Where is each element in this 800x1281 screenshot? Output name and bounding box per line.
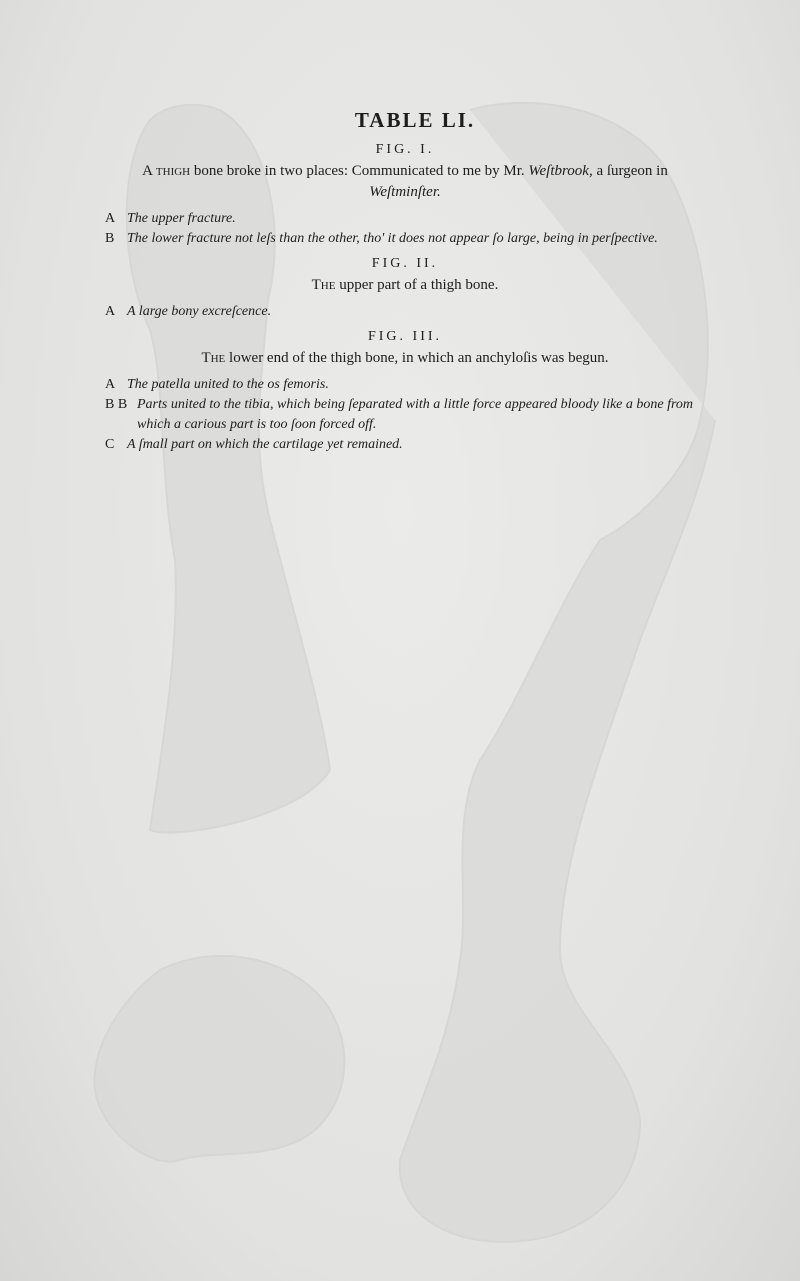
figure-2-intro-text: upper part of a thigh bone.: [335, 277, 499, 293]
figure-1-item-b: [105, 229, 705, 249]
figure-3-section: [105, 326, 705, 455]
figure-1-intro: [105, 161, 705, 203]
figure-3-item-a: [105, 375, 705, 395]
item-text: Parts united to the tibia, which being ſeparated with a little force appeared bloody like a bone from which a carious part is too ſoon forced off.: [137, 397, 694, 432]
item-key: A: [105, 377, 116, 392]
figure-2-heading: FIG. II.: [371, 256, 439, 271]
figure-1-intro-after: a ſurgeon in: [592, 163, 668, 179]
item-key: A: [105, 211, 116, 226]
figure-2-intro: [105, 275, 705, 296]
item-text: The upper fracture.: [127, 211, 236, 226]
item-key: A: [105, 304, 116, 319]
figure-1-section: [105, 139, 705, 249]
figure-3-item-bb: [105, 395, 705, 435]
figure-3-heading: FIG. III.: [367, 329, 443, 344]
figure-2-section: [105, 253, 705, 322]
table-title: TABLE LI.: [354, 108, 476, 132]
figure-3-intro-text: lower end of the thigh bone, in which an anchyloſis was begun.: [225, 350, 609, 366]
item-text: The lower fracture not leſs than the other, tho' it does not appear ſo large, being in perſpective.: [127, 231, 658, 246]
figure-1-intro-name: Weſtbrook,: [528, 163, 593, 179]
item-text: The patella united to the os femoris.: [127, 377, 329, 392]
item-text: A ſmall part on which the cartilage yet remained.: [127, 437, 403, 452]
item-text: A large bony excreſcence.: [127, 304, 272, 319]
figure-1-heading: FIG. I.: [375, 142, 435, 157]
item-key: C: [105, 437, 115, 452]
figure-2-intro-lead: The: [311, 277, 336, 293]
figure-1-intro-lead: A thigh: [142, 163, 191, 179]
figure-1-intro-text: bone broke in two places: Communicated to me by Mr.: [190, 163, 529, 179]
figure-1-intro-place: Weſtminſter.: [369, 184, 441, 200]
plate-description: [105, 108, 705, 455]
figure-3-intro-lead: The: [201, 350, 226, 366]
figure-1-item-a: [105, 209, 705, 229]
item-key: B: [105, 231, 115, 246]
figure-3-intro: [105, 348, 705, 369]
item-key: B B: [105, 397, 128, 412]
figure-3-item-c: [105, 435, 705, 455]
figure-2-item-a: [105, 302, 705, 322]
